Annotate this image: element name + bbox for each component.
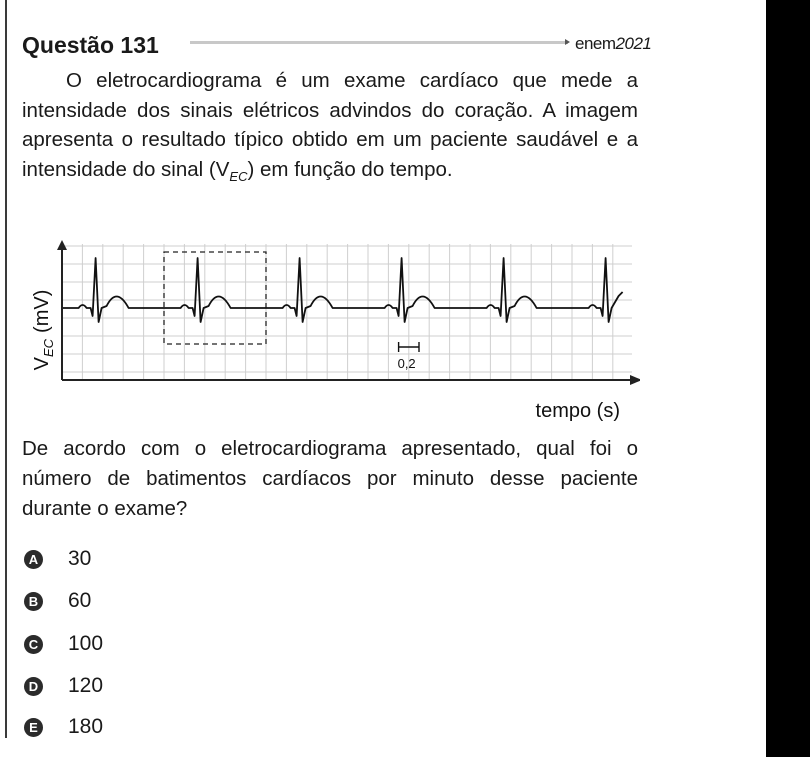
question-prompt <box>22 434 638 524</box>
prompt-line-3: paciente durante o exame? <box>22 467 638 520</box>
enem-logo <box>575 34 651 54</box>
option-d[interactable] <box>24 673 224 703</box>
prompt-line-1: De acordo com o eletrocardiograma apresentado, qual <box>22 437 575 460</box>
statement-line-5: função do tempo. <box>294 157 453 181</box>
option-a-value: 30 <box>68 547 92 570</box>
option-b[interactable] <box>24 588 224 618</box>
y-label-sub: EC <box>41 338 56 358</box>
statement-line-4-text: paciente saudável e a intensidade do sinal (V <box>22 128 638 181</box>
y-label-main: V <box>31 357 53 371</box>
ecg-chart <box>20 232 640 427</box>
option-b-letter-badge: B <box>24 592 43 611</box>
option-c-value: 100 <box>68 632 104 655</box>
statement-line-4-end: ) em <box>247 157 289 181</box>
option-e-value: 180 <box>68 715 104 738</box>
vec-subscript: EC <box>229 168 248 184</box>
statement-line-2: a intensidade dos sinais elétricos advindos do coração. <box>22 69 638 122</box>
option-d-letter-badge: D <box>24 677 43 696</box>
x-axis-label: tempo (s) <box>535 400 620 422</box>
right-black-border <box>766 0 810 757</box>
y-axis-label <box>31 290 56 371</box>
left-margin-rule <box>5 0 7 738</box>
chart-grid <box>62 244 632 380</box>
option-b-value: 60 <box>68 589 92 612</box>
option-a-letter-badge: A <box>24 550 43 569</box>
scale-marker-label: 0,2 <box>397 356 416 371</box>
enem-logo-main: enem <box>575 34 616 53</box>
y-axis-arrow <box>57 240 67 250</box>
question-header <box>22 30 652 60</box>
time-scale-marker <box>398 342 419 371</box>
question-title: Questão 131 <box>22 32 159 58</box>
statement-line-1: O eletrocardiograma é um exame cardíaco que mede <box>66 69 613 92</box>
option-c[interactable] <box>24 631 224 661</box>
option-e[interactable] <box>24 714 224 744</box>
header-rule <box>190 41 568 44</box>
y-label-unit: (mV) <box>31 289 53 333</box>
enem-logo-year: 2021 <box>615 34 652 53</box>
x-axis-arrow <box>630 375 640 385</box>
ecg-chart-svg <box>20 232 640 427</box>
option-a[interactable] <box>24 546 224 576</box>
option-e-letter-badge: E <box>24 718 43 737</box>
option-d-value: 120 <box>68 674 104 697</box>
option-c-letter-badge: C <box>24 635 43 654</box>
ecg-trace-line <box>62 258 623 322</box>
prompt-line-2: foi o número de batimentos cardíacos por minuto desse <box>22 437 639 490</box>
statement-line-3: A imagem apresenta o resultado típico obtido em um <box>22 98 638 151</box>
question-statement <box>22 66 638 191</box>
